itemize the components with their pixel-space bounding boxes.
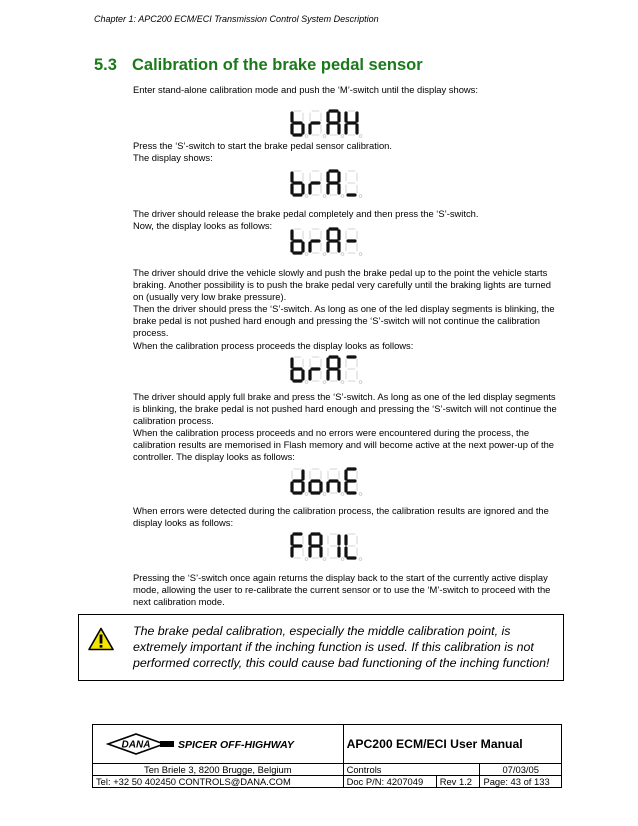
paragraph-5: The driver should apply full brake and press the ‘S’-switch. As long as one of the led display segments is blinking, the brake pedal is not pushed hard enough and pressing the ‘S’-switch will not continue the calibration process. When the calibration process proceeds and no errors were encountered during the process, the calibration results are memorised in Flash memory and will become active at the next power-up of the controller. The display looks as follows: xyxy=(133,391,557,463)
display-digit xyxy=(310,171,326,197)
display-digit xyxy=(346,229,362,255)
footer-table xyxy=(92,724,562,788)
display-digit xyxy=(292,171,308,197)
segment-dot xyxy=(323,381,326,384)
segment-dot xyxy=(341,493,344,496)
segment-dot xyxy=(359,195,362,198)
segment-dot xyxy=(305,493,308,496)
section-title-text: Calibration of the brake pedal sensor xyxy=(132,56,423,74)
manual-title: APC200 ECM/ECI User Manual xyxy=(343,725,561,764)
logo-brand: DANA xyxy=(121,739,151,751)
display-fail xyxy=(289,530,365,564)
segment-dot xyxy=(359,493,362,496)
footer-contact: Tel: +32 50 402450 CONTROLS@DANA.COM xyxy=(93,776,344,788)
segment-dot xyxy=(341,558,344,561)
footer-doc-pn: Doc P/N: 4207049 xyxy=(343,776,436,788)
display-digit xyxy=(328,469,344,495)
warning-text: The brake pedal calibration, especially the middle calibration point, is extremely important if the inching function is used. If this calibration is not performed correctly, this could cause bad functioning of the inching function! xyxy=(133,624,550,670)
display-digit xyxy=(310,534,326,560)
display-digit xyxy=(292,534,308,560)
segment-dot xyxy=(323,135,326,138)
display-done xyxy=(289,465,365,499)
display-digit xyxy=(328,111,344,137)
display-digit xyxy=(328,229,344,255)
footer-address: Ten Briele 3, 8200 Brugge, Belgium xyxy=(93,764,344,776)
section-number: 5.3 xyxy=(94,56,117,74)
segment-dot xyxy=(305,558,308,561)
display-brah xyxy=(289,107,365,141)
display-digit xyxy=(328,171,344,197)
footer-logo xyxy=(93,725,344,764)
display-digit xyxy=(346,357,362,383)
chapter-header: Chapter 1: APC200 ECM/ECI Transmission Control System Description xyxy=(94,14,379,24)
segment-dot xyxy=(323,195,326,198)
segment-dot xyxy=(359,253,362,256)
segment-dot xyxy=(341,253,344,256)
display-digit xyxy=(310,469,326,495)
segment-dot xyxy=(323,253,326,256)
segment-dot xyxy=(359,558,362,561)
paragraph-4: The driver should drive the vehicle slowly and push the brake pedal up to the point the vehicle starts braking. Another possibility is to push the brake pedal very carefully until the braking lights are turned on (usually very low brake pressure). Then the driver should press the ‘S’-switch. As long as one of the led display segments is blinking, the brake pedal is not pushed hard enough and pressing the ‘S’-switch will not continue the calibration process. When the calibration process proceeds the display looks as follows: xyxy=(133,267,555,351)
paragraph-1: Enter stand-alone calibration mode and push the ‘M’-switch until the display shows: xyxy=(133,84,478,95)
footer-category: Controls xyxy=(343,764,480,776)
paragraph-7: Pressing the ‘S’-switch once again returns the display back to the start of the currently active display mode, allowing the user to re-calibrate the current sensor or to use the ‘M’-switch to proceed with the next calibration mode. xyxy=(133,572,551,608)
segment-dot xyxy=(359,135,362,138)
display-digit xyxy=(310,229,326,255)
display-digit xyxy=(328,357,344,383)
footer-date: 07/03/05 xyxy=(480,764,562,776)
segment-dot xyxy=(305,195,308,198)
section-title xyxy=(94,56,423,75)
warning-triangle-icon xyxy=(88,627,114,651)
paragraph-2: Press the ‘S’-switch to start the brake pedal sensor calibration. The display shows: xyxy=(133,140,392,164)
paragraph-3: The driver should release the brake pedal completely and then press the ‘S’-switch. Now, the display looks as follows: xyxy=(133,208,479,232)
segment-dot xyxy=(323,493,326,496)
display-digit xyxy=(346,171,362,197)
footer-rev: Rev 1.2 xyxy=(436,776,480,788)
paragraph-6: When errors were detected during the calibration process, the calibration results are ignored and the display looks as follows: xyxy=(133,505,549,529)
display-digit xyxy=(346,469,362,495)
display-bra-dash xyxy=(289,225,365,259)
display-digit xyxy=(346,534,362,560)
display-digit xyxy=(346,111,362,137)
warning-box xyxy=(78,614,564,681)
display-bra-top xyxy=(289,353,365,387)
segment-dot xyxy=(305,135,308,138)
segment-dot xyxy=(305,381,308,384)
segment-dot xyxy=(359,381,362,384)
logo-division: SPICER OFF-HIGHWAY xyxy=(178,739,294,751)
footer-page: Page: 43 of 133 xyxy=(480,776,562,788)
display-digit xyxy=(328,534,344,560)
segment-dot xyxy=(323,558,326,561)
display-digit xyxy=(292,469,308,495)
segment-dot xyxy=(341,195,344,198)
segment-dot xyxy=(305,253,308,256)
display-digit xyxy=(292,229,308,255)
display-bra-underscore xyxy=(289,167,365,201)
display-digit xyxy=(310,111,326,137)
display-digit xyxy=(310,357,326,383)
display-digit xyxy=(292,357,308,383)
segment-dot xyxy=(341,381,344,384)
segment-dot xyxy=(341,135,344,138)
display-digit xyxy=(292,111,308,137)
